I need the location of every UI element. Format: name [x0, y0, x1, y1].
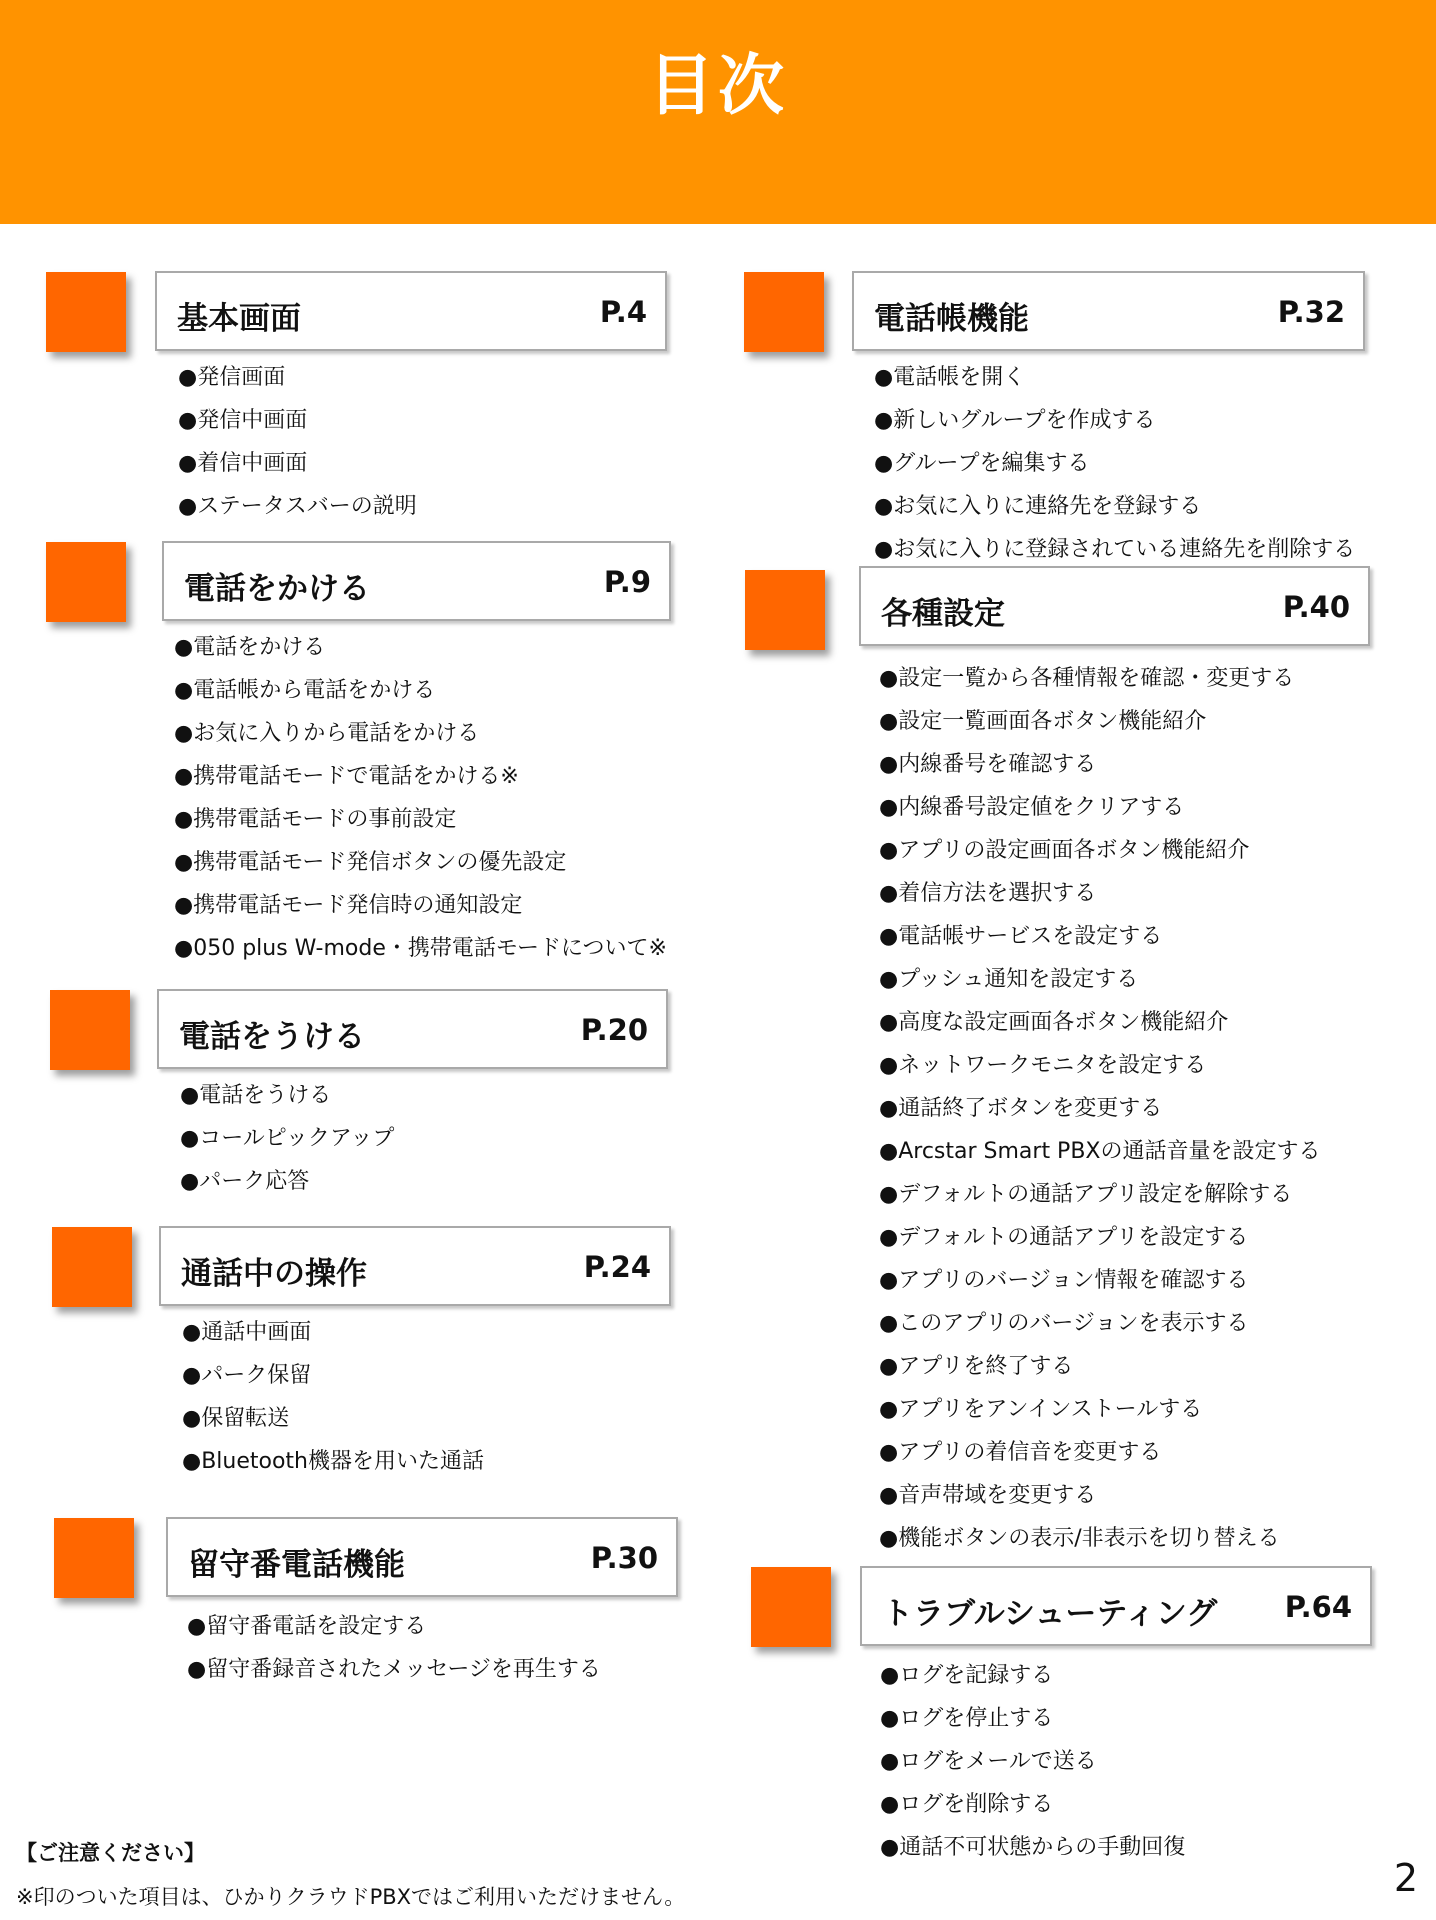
toc-item[interactable]: ● 電話帳から電話をかける [174, 669, 667, 712]
section-page-link[interactable]: P.30 [590, 1541, 658, 1575]
toc-item[interactable]: ● お気に入りから電話をかける [174, 712, 667, 755]
toc-item[interactable]: ● 設定一覧画面各ボタン機能紹介 [879, 700, 1321, 743]
notice-heading: 【ご注意ください】 [16, 1841, 205, 1865]
toc-item[interactable]: ● 通話終了ボタンを変更する [879, 1087, 1321, 1130]
toc-item[interactable]: ● 通話中画面 [182, 1311, 484, 1354]
section-header-box[interactable] [159, 1226, 671, 1306]
toc-item[interactable]: ● 内線番号を確認する [879, 743, 1321, 786]
toc-item[interactable]: ● コールピックアップ [180, 1117, 394, 1160]
toc-item[interactable]: ● ネットワークモニタを設定する [879, 1044, 1321, 1087]
toc-item[interactable]: ● 携帯電話モード発信時の通知設定 [174, 884, 667, 927]
section-header-box[interactable] [166, 1517, 678, 1597]
toc-item[interactable]: ● Bluetooth機器を用いた通話 [182, 1440, 484, 1483]
toc-item[interactable]: ● 音声帯域を変更する [879, 1474, 1321, 1517]
toc-item[interactable]: ● アプリの着信音を変更する [879, 1431, 1321, 1474]
section-title: 通話中の操作 [181, 1256, 367, 1292]
toc-item[interactable]: ● 携帯電話モード発信ボタンの優先設定 [174, 841, 667, 884]
toc-item[interactable]: ● 高度な設定画面各ボタン機能紹介 [879, 1001, 1321, 1044]
section-item-list [880, 1654, 1185, 1869]
toc-item[interactable]: ● グループを編集する [874, 442, 1355, 485]
notice-text: ※印のついた項目は、ひかりクラウドPBXではご利用いただけません。 [16, 1885, 686, 1909]
toc-item[interactable]: ● 新しいグループを作成する [874, 399, 1355, 442]
section-marker-square [46, 272, 126, 352]
toc-item[interactable]: ● 電話帳サービスを設定する [879, 915, 1321, 958]
toc-item[interactable]: ● 着信方法を選択する [879, 872, 1321, 915]
section-title: 電話をかける [184, 571, 370, 607]
toc-item[interactable]: ● 着信中画面 [178, 442, 417, 485]
toc-item[interactable]: ● 機能ボタンの表示/非表示を切り替える [879, 1517, 1321, 1560]
section-marker-square [744, 272, 824, 352]
section-page-link[interactable]: P.40 [1282, 590, 1350, 624]
toc-item[interactable]: ● ログを停止する [880, 1697, 1185, 1740]
toc-item[interactable]: ● お気に入りに登録されている連絡先を削除する [874, 528, 1355, 571]
toc-item[interactable]: ● デフォルトの通話アプリを設定する [879, 1216, 1321, 1259]
section-title: 基本画面 [177, 301, 301, 337]
section-header-box[interactable] [859, 566, 1370, 646]
section-header-box[interactable] [860, 1566, 1372, 1646]
toc-item[interactable]: ● 内線番号設定値をクリアする [879, 786, 1321, 829]
section-title: 留守番電話機能 [188, 1547, 405, 1583]
section-header-box[interactable] [155, 271, 667, 351]
section-page-link[interactable]: P.4 [599, 295, 647, 329]
toc-item[interactable]: ● お気に入りに連絡先を登録する [874, 485, 1355, 528]
toc-item[interactable]: ● アプリの設定画面各ボタン機能紹介 [879, 829, 1321, 872]
section-title: トラブルシューティング [882, 1596, 1218, 1632]
toc-item[interactable]: ● アプリを終了する [879, 1345, 1321, 1388]
toc-item[interactable]: ● デフォルトの通話アプリ設定を解除する [879, 1173, 1321, 1216]
section-item-list [187, 1605, 601, 1691]
section-marker-square [745, 570, 825, 650]
section-item-list [178, 356, 417, 528]
header-bar [0, 0, 1436, 224]
toc-item[interactable]: ● 携帯電話モードで電話をかける※ [174, 755, 667, 798]
toc-item[interactable]: ● このアプリのバージョンを表示する [879, 1302, 1321, 1345]
toc-item[interactable]: ● 設定一覧から各種情報を確認・変更する [879, 657, 1321, 700]
toc-item[interactable]: ● 電話帳を開く [874, 356, 1355, 399]
section-title: 電話をうける [179, 1019, 365, 1055]
toc-item[interactable]: ● パーク応答 [180, 1160, 394, 1203]
section-marker-square [52, 1227, 132, 1307]
toc-item[interactable]: ● 携帯電話モードの事前設定 [174, 798, 667, 841]
toc-item[interactable]: ● アプリをアンインストールする [879, 1388, 1321, 1431]
section-header-box[interactable] [157, 989, 668, 1069]
toc-item[interactable]: ● 留守番録音されたメッセージを再生する [187, 1648, 601, 1691]
section-item-list [874, 356, 1355, 571]
section-item-list [182, 1311, 484, 1483]
toc-item[interactable]: ● アプリのバージョン情報を確認する [879, 1259, 1321, 1302]
section-marker-square [50, 990, 130, 1070]
toc-item[interactable]: ● 留守番電話を設定する [187, 1605, 601, 1648]
section-item-list [879, 657, 1321, 1560]
page-number: 2 [1393, 1856, 1418, 1900]
toc-item[interactable]: ● 電話をうける [180, 1074, 394, 1117]
section-item-list [180, 1074, 394, 1203]
section-page-link[interactable]: P.64 [1284, 1590, 1352, 1624]
section-title: 各種設定 [881, 596, 1005, 632]
toc-item[interactable]: ● ログをメールで送る [880, 1740, 1185, 1783]
toc-item[interactable]: ● パーク保留 [182, 1354, 484, 1397]
toc-item[interactable]: ● ログを削除する [880, 1783, 1185, 1826]
toc-item[interactable]: ● ステータスバーの説明 [178, 485, 417, 528]
section-page-link[interactable]: P.32 [1277, 295, 1345, 329]
page-title: 目次 [648, 47, 788, 124]
toc-item[interactable]: ● Arcstar Smart PBXの通話音量を設定する [879, 1130, 1321, 1173]
section-page-link[interactable]: P.20 [580, 1013, 648, 1047]
toc-item[interactable]: ● 電話をかける [174, 626, 667, 669]
section-header-box[interactable] [162, 541, 671, 621]
toc-item[interactable]: ● 保留転送 [182, 1397, 484, 1440]
section-header-box[interactable] [852, 271, 1365, 351]
section-page-link[interactable]: P.24 [583, 1250, 651, 1284]
toc-item[interactable]: ● 発信中画面 [178, 399, 417, 442]
section-marker-square [751, 1567, 831, 1647]
section-marker-square [54, 1518, 134, 1598]
toc-item[interactable]: ● ログを記録する [880, 1654, 1185, 1697]
toc-item[interactable]: ● 通話不可状態からの手動回復 [880, 1826, 1185, 1869]
toc-item[interactable]: ● 050 plus W-mode・携帯電話モードについて※ [174, 927, 667, 970]
section-marker-square [46, 542, 126, 622]
toc-item[interactable]: ● プッシュ通知を設定する [879, 958, 1321, 1001]
toc-item[interactable]: ● 発信画面 [178, 356, 417, 399]
section-title: 電話帳機能 [874, 301, 1029, 337]
section-item-list [174, 626, 667, 970]
section-page-link[interactable]: P.9 [603, 565, 651, 599]
